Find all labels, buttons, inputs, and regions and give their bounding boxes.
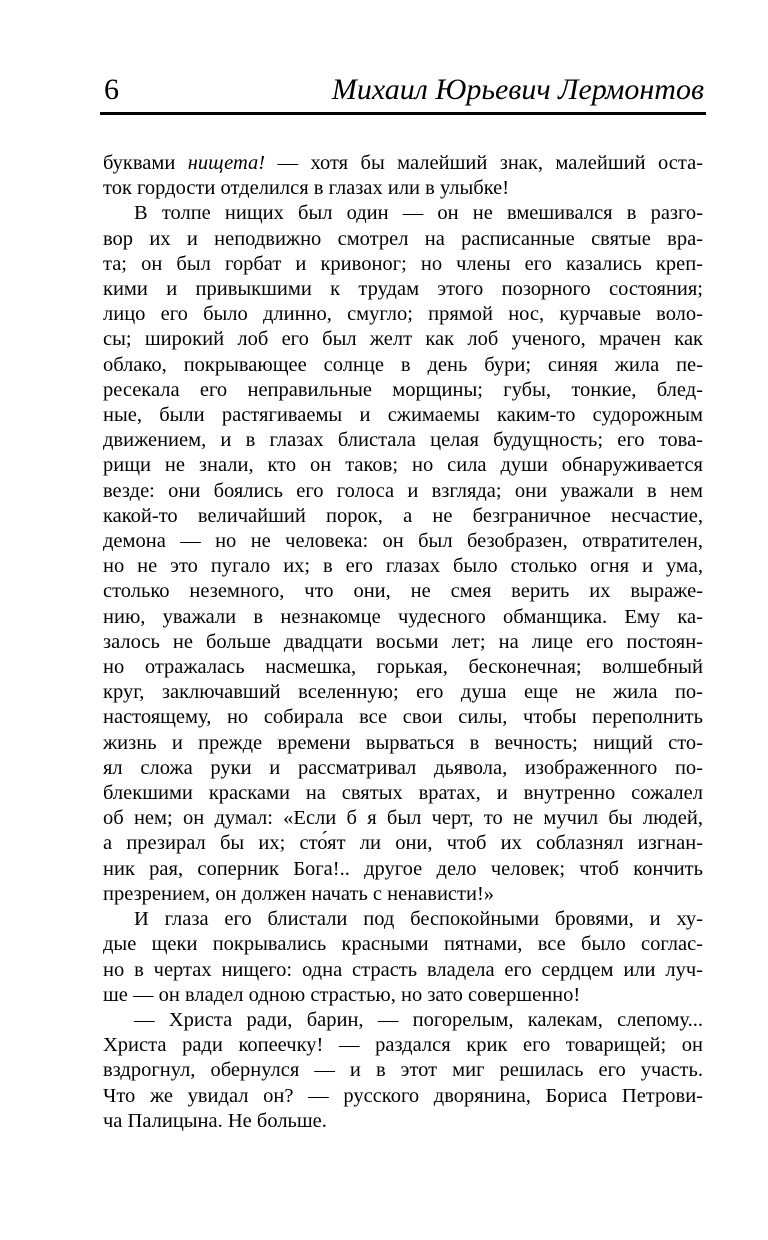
text-run: вздрогнул, обернулся — и в этот миг решилась его участь.	[103, 1059, 703, 1082]
page-header	[104, 72, 704, 110]
text-line	[103, 428, 703, 453]
text-run: Что же увидал он? — русского дворянина, Бориса Петрови-	[103, 1084, 703, 1107]
text-line	[103, 983, 703, 1008]
text-line	[103, 1109, 703, 1134]
text-line	[103, 1033, 703, 1058]
italic-text: нищета!	[187, 152, 266, 174]
text-run: кими и привыкшими к трудам этого позорного состояния;	[103, 278, 703, 301]
text-line	[103, 857, 703, 882]
text-run: — хотя бы малейший знак, малейший оста-	[265, 152, 703, 174]
text-line	[103, 1058, 703, 1083]
running-title: Михаил Юрьевич Лермонтов	[331, 73, 704, 106]
text-run: — Христа ради, барин, — погорелым, калекам, слепому...	[134, 1008, 703, 1031]
text-run: но не это пугало их; в его глазах было столько огня и ума,	[103, 555, 703, 578]
text-run: ча Палицына. Не больше.	[103, 1109, 327, 1132]
text-run: облако, покрывающее солнце в день бури; синяя жила пе-	[103, 353, 703, 376]
text-line	[103, 932, 703, 957]
text-run: движением, и в глазах блистала целая будущность; его това-	[103, 429, 703, 452]
text-line	[103, 630, 703, 655]
text-line	[103, 1008, 703, 1033]
text-line	[103, 756, 703, 781]
text-line	[103, 806, 703, 831]
text-run: ял сложа руки и рассматривал дьявола, изображенного по-	[103, 756, 703, 779]
body-text	[103, 151, 703, 1134]
text-line	[103, 579, 703, 604]
text-line	[103, 605, 703, 630]
text-run: настоящему, но собирала все свои силы, чтобы переполнить	[103, 706, 703, 729]
text-line	[103, 302, 703, 327]
text-line	[103, 504, 703, 529]
text-line	[103, 731, 703, 756]
text-line	[103, 781, 703, 806]
text-run: ток гордости отделился в глазах или в улыбке!	[103, 177, 510, 200]
header-rule	[100, 112, 706, 115]
text-line	[103, 327, 703, 352]
text-run: Христа ради копеечку! — раздался крик его товарищей; он	[103, 1034, 703, 1057]
text-line	[103, 831, 703, 856]
text-run: ник рая, соперник Бога!.. другое дело человек; чтоб кончить	[103, 857, 703, 880]
text-line	[103, 176, 703, 201]
text-run: об нем; он думал: «Если б я был черт, то не мучил бы людей,	[103, 807, 703, 830]
text-line	[103, 655, 703, 680]
text-run: но отражалась насмешка, горькая, бесконечная; волшебный	[103, 656, 703, 679]
text-run: столько неземного, что они, не смея верить их выраже-	[103, 580, 703, 603]
text-run: буквами	[103, 152, 188, 174]
text-line	[103, 907, 703, 932]
text-run: рищи не знали, кто он таков; но сила души обнаруживается	[103, 454, 703, 477]
text-line	[103, 882, 703, 907]
text-run: нию, уважали в незнакомце чудесного обманщика. Ему ка-	[103, 605, 703, 628]
text-line	[103, 353, 703, 378]
text-run: но в чертах нищего: одна страсть владела его сердцем или луч-	[103, 958, 703, 981]
text-line	[103, 479, 703, 504]
text-run: демона — но не человека: он был безобразен, отвратителен,	[103, 530, 703, 553]
text-run: презрением, он должен начать с ненависти!»	[103, 882, 495, 905]
text-line	[103, 151, 703, 176]
text-line	[103, 680, 703, 705]
text-line	[103, 453, 703, 478]
text-run: ше — он владел одною страстью, но зато совершенно!	[103, 983, 581, 1006]
text-run: какой-то величайший порок, а не безграничное несчастие,	[103, 504, 703, 527]
text-line	[103, 277, 703, 302]
text-line	[103, 958, 703, 983]
text-run: ресекала его неправильные морщины; губы, тонкие, блед-	[103, 378, 703, 401]
text-run: а презирал бы их; сто́ят ли они, чтоб их соблазнял изгнан-	[103, 832, 703, 855]
text-run: та; он был горбат и кривоног; но члены его казались креп-	[103, 252, 703, 275]
text-line	[103, 1084, 703, 1109]
text-line	[103, 378, 703, 403]
text-run: блекшими красками на святых вратах, и внутренно сожалел	[103, 782, 703, 805]
text-run: И глаза его блистали под беспокойными бровями, и ху-	[134, 908, 703, 931]
text-run: жизнь и прежде времени вырваться в вечность; нищий сто-	[103, 731, 703, 754]
text-run: лицо его было длинно, смугло; прямой нос, курчавые воло-	[103, 303, 703, 326]
text-line	[103, 227, 703, 252]
text-run: круг, заключавший вселенную; его душа еще не жила по-	[103, 681, 703, 704]
text-line	[103, 201, 703, 226]
text-run: сы; широкий лоб его был желт как лоб ученого, мрачен как	[103, 328, 703, 351]
text-run: дые щеки покрывались красными пятнами, все было соглас-	[103, 933, 703, 956]
text-run: везде: они боялись его голоса и взгляда; они уважали в нем	[103, 479, 703, 502]
text-line	[103, 252, 703, 277]
text-run: ные, были растягиваемы и сжимаемы каким-то судорожным	[103, 404, 703, 427]
text-line	[103, 554, 703, 579]
text-line	[103, 705, 703, 730]
text-line	[103, 529, 703, 554]
text-line	[103, 403, 703, 428]
text-run: В толпе нищих был один — он не вмешивался в разго-	[134, 202, 703, 225]
text-run: вор их и неподвижно смотрел на расписанные святые вра-	[103, 227, 703, 250]
page-number: 6	[104, 73, 120, 106]
text-run: залось не больше двадцати восьми лет; на лице его постоян-	[103, 630, 703, 653]
